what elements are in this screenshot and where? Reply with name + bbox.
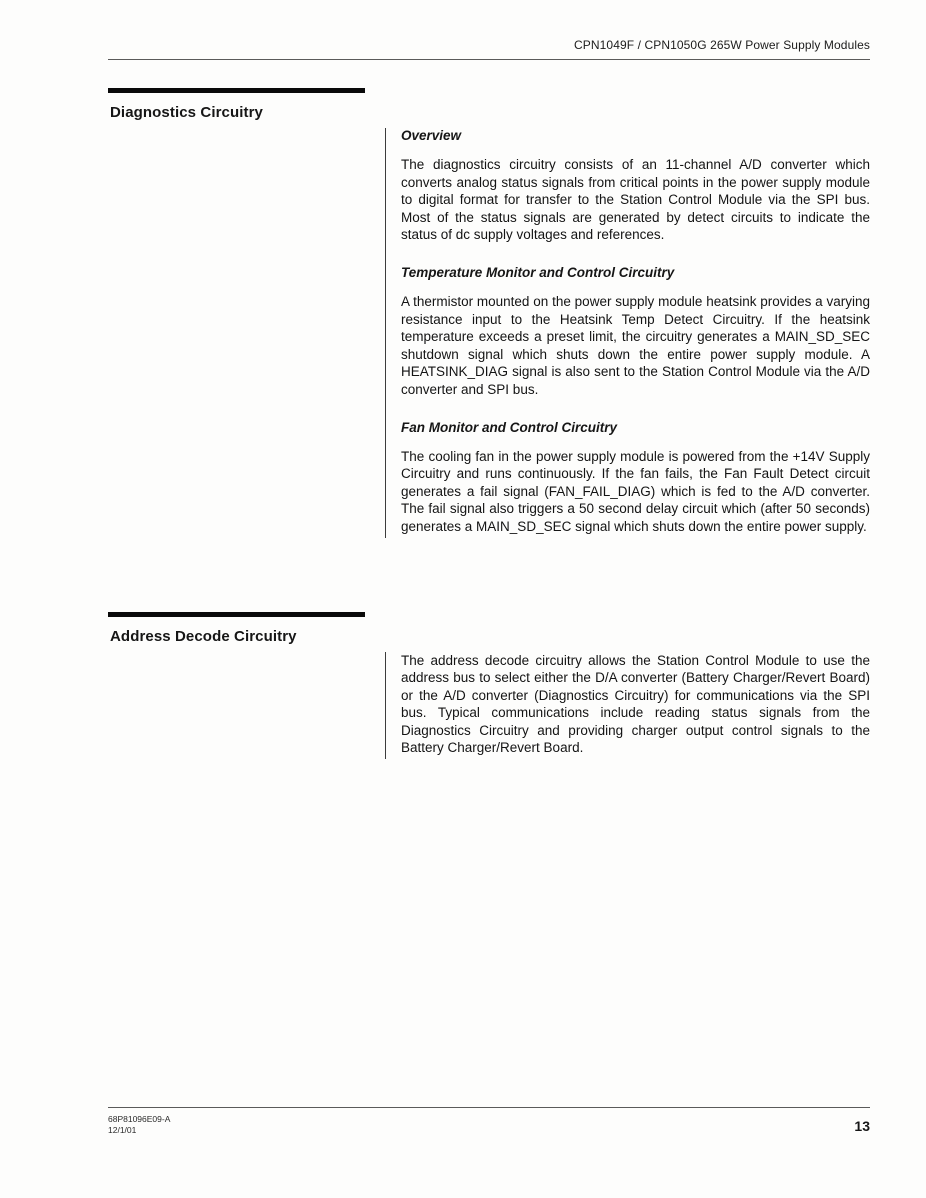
footer-doc-info — [108, 1114, 170, 1136]
footer-date: 12/1/01 — [108, 1125, 137, 1135]
footer-row — [108, 1114, 870, 1136]
page-header — [108, 38, 870, 60]
footer-page-number: 13 — [854, 1118, 870, 1134]
paragraph-address-decode: The address decode circuitry allows the Station Control Module to use the address bus to select either the D/A converter (Battery Charger/Revert Board) or the A/D converter (Diagnostics Circuitry) for communications via the SPI bus. Typical communications include reading status signals from the Diagnostics Circuitry and providing charger output control signals to the Battery Charger/Revert Board. — [401, 652, 870, 756]
paragraph-temperature-monitor: A thermistor mounted on the power supply module heatsink provides a varying resistance input to the Heatsink Temp Detect Circuitry. If the heatsink temperature exceeds a preset limit, the circuitry generates a MAIN_SD_SEC shutdown signal which shuts down the entire power supply module. A HEATSINK_DIAG signal is also sent to the Station Control Module via the A/D converter and SPI bus. — [401, 293, 870, 397]
content-block-overview — [401, 128, 870, 244]
subheading-fan-monitor: Fan Monitor and Control Circuitry — [401, 419, 617, 435]
page-footer — [108, 1107, 870, 1136]
content-block-temperature-monitor — [401, 265, 870, 399]
footer-rule — [108, 1107, 870, 1108]
section-heading: Address Decode Circuitry — [110, 627, 297, 645]
subheading-overview: Overview — [401, 128, 462, 143]
section-heading-column — [108, 88, 385, 121]
header-rule — [108, 59, 870, 60]
section-heading: Diagnostics Circuitry — [110, 104, 263, 121]
content-body — [108, 88, 870, 759]
section-heading-bar — [108, 88, 365, 93]
section-heading-bar — [108, 612, 365, 617]
header-title: CPN1049F / CPN1050G 265W Power Supply Modules — [574, 38, 870, 52]
footer-doc-number: 68P81096E09-A — [108, 1114, 171, 1124]
paragraph-fan-monitor: The cooling fan in the power supply module is powered from the +14V Supply Circuitry and runs continuously. If the fan fails, the Fan Fault Detect circuit generates a fail signal (FAN_FAIL_DIAG) which is fed to the A/D converter. The fail signal also triggers a 50 second delay circuit which (after 50 seconds) generates a MAIN_SD_SEC signal which shuts down the entire power supply. — [401, 448, 870, 534]
section-heading-column — [108, 612, 385, 645]
section-content-column — [385, 128, 870, 538]
subheading-temperature-monitor: Temperature Monitor and Control Circuitry — [401, 264, 675, 280]
content-block-fan-monitor — [401, 420, 870, 536]
content-block-address-decode — [401, 652, 870, 758]
paragraph-overview: The diagnostics circuitry consists of an 11-channel A/D converter which converts analog status signals from critical points in the power supply module to digital format for transfer to the Station Control Module via the SPI bus. Most of the status signals are generated by detect circuits to indicate the status of dc supply voltages and references. — [401, 157, 870, 243]
section-diagnostics-circuitry — [108, 88, 870, 538]
section-content-column — [385, 652, 870, 760]
section-address-decode-circuitry — [108, 612, 870, 760]
